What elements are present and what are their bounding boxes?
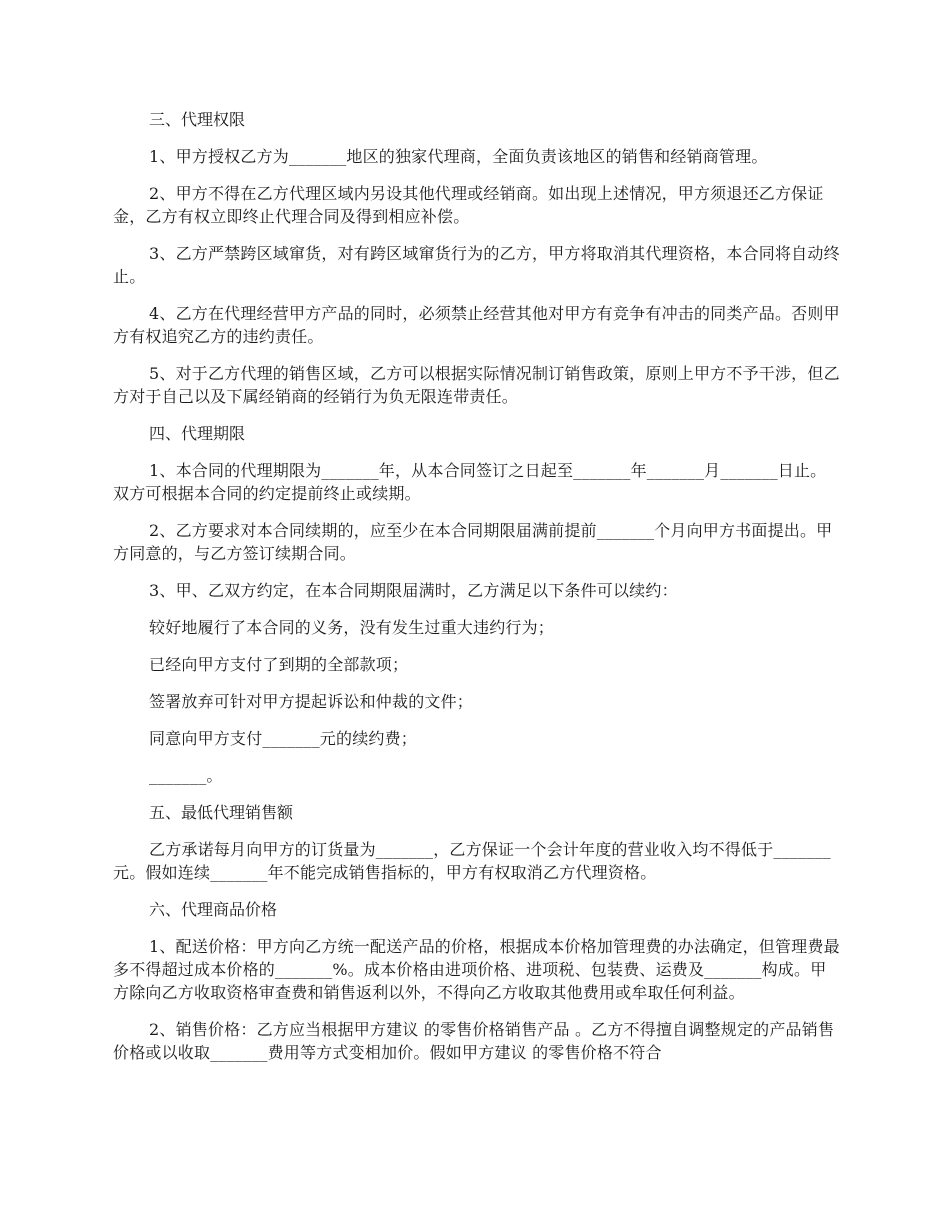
renewal-condition-2: 已经向甲方支付了到期的全部款项； [149,655,409,674]
document-body [113,108,840,1078]
renewal-condition-3: 签署放弃可针对甲方提起诉讼和仲裁的文件； [149,692,474,711]
section-heading-term: 四、代理期限 [149,424,246,443]
paragraph-authority-2: 2、甲方不得在乙方代理区域内另设其他代理或经销商。如出现上述情况，甲方须退还乙方保证金，乙方有权立即终止代理合同及得到相应补偿。 [113,184,824,226]
paragraph-authority-5: 5、对于乙方代理的销售区域，乙方可以根据实际情况制订销售政策，原则上甲方不予干涉，但乙方对于自己以及下属经销商的经销行为负无限连带责任。 [113,364,840,406]
paragraph-term-3: 3、甲、乙双方约定，在本合同期限届满时，乙方满足以下条件可以续约： [149,581,678,600]
paragraph-authority-4: 4、乙方在代理经营甲方产品的同时，必须禁止经营其他对甲方有竞争有冲击的同类产品。否则甲方有权追究乙方的违约责任。 [113,304,840,346]
paragraph-term-2: 2、乙方要求对本合同续期的，应至少在本合同期限届满前提前_______个月向甲方书面提出。甲方同意的，与乙方签订续期合同。 [113,521,833,563]
renewal-condition-1: 较好地履行了本合同的义务，没有发生过重大违约行为； [149,618,555,637]
section-heading-price: 六、代理商品价格 [149,900,278,919]
paragraph-price-2: 2、销售价格：乙方应当根据甲方建议 的零售价格销售产品 。乙方不得擅自调整规定的产品销售价格或以收取_______费用等方式变相加价。假如甲方建议 的零售价格不符合 [113,1020,835,1062]
renewal-condition-4: 同意向甲方支付_______元的续约费； [149,729,418,748]
section-heading-min-sales: 五、最低代理销售额 [149,803,294,822]
paragraph-authority-3: 3、乙方严禁跨区域窜货，对有跨区域窜货行为的乙方，甲方将取消其代理资格，本合同将自动终止。 [113,244,840,286]
paragraph-authority-1: 1、甲方授权乙方为_______地区的独家代理商，全面负责该地区的销售和经销商管理。 [149,147,768,166]
section-heading-authority: 三、代理权限 [149,110,246,129]
paragraph-min-sales: 乙方承诺每月向甲方的订货量为_______，乙方保证一个会计年度的营业收入均不得低于_______元。假如连续_______年不能完成销售指标的，甲方有权取消乙方代理资格。 [113,840,831,882]
renewal-condition-5: _______。 [149,766,223,785]
paragraph-term-1: 1、本合同的代理期限为_______年，从本合同签订之日起至_______年_______月_______日止。双方可根据本合同的约定提前终止或续期。 [113,461,827,503]
paragraph-price-1: 1、配送价格：甲方向乙方统一配送产品的价格，根据成本价格加管理费的办法确定，但管理费最多不得超过成本价格的_______%。成本价格由进项价格、进项税、包装费、运费及_______构成。甲方除向乙方收取资格审查费和销售返利以外，不得向乙方收取其他费用或牟取任何利益。 [113,937,840,1002]
